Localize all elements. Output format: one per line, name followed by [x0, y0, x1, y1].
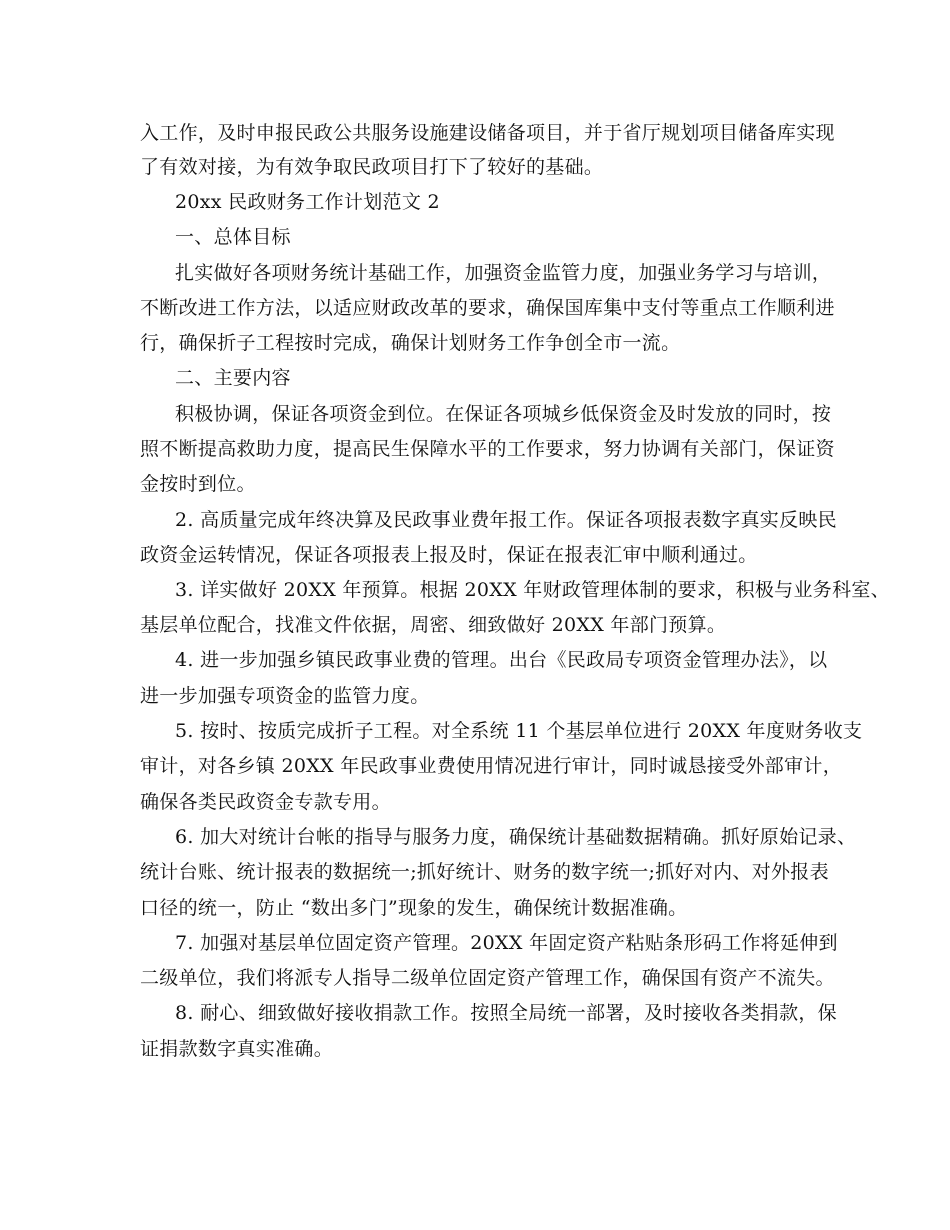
text-line: 不断改进工作方法，以适应财政改革的要求，确保国库集中支付等重点工作顺利进 [140, 297, 835, 319]
text-line: 积极协调，保证各项资金到位。在保证各项城乡低保资金及时发放的同时，按 [175, 403, 832, 425]
text-line: 金按时到位。 [140, 473, 256, 495]
text-line: 基层单位配合，找准文件依据，周密、细致做好 20XX 年部门预算。 [140, 614, 727, 636]
text-line: 行，确保折子工程按时完成，确保计划财务工作争创全市一流。 [140, 332, 681, 354]
text-line: 5. 按时、按质完成折子工程。对全系统 11 个基层单位进行 20XX 年度财务收支 [175, 720, 863, 742]
text-line: 6. 加大对统计台帐的指导与服务力度，确保统计基础数据精确。抓好原始记录、 [175, 826, 857, 848]
text-line: 3. 详实做好 20XX 年预算。根据 20XX 年财政管理体制的要求，积极与业务科室、 [175, 579, 890, 601]
heading: 二、主要内容 [175, 367, 291, 389]
heading: 一、总体目标 [175, 226, 291, 248]
text-line: 审计，对各乡镇 20XX 年民政事业费使用情况进行审计，同时诚恳接受外部审计， [140, 755, 843, 777]
text-line: 政资金运转情况，保证各项报表上报及时，保证在报表汇审中顺利通过。 [140, 544, 758, 566]
text-line: 扎实做好各项财务统计基础工作，加强资金监管力度，加强业务学习与培训， [175, 262, 832, 284]
text-line: 照不断提高救助力度，提高民生保障水平的工作要求，努力协调有关部门，保证资 [140, 438, 835, 460]
text-line: 了有效对接，为有效争取民政项目打下了较好的基础。 [140, 156, 604, 178]
text-line: 4. 进一步加强乡镇民政事业费的管理。出台《民政局专项资金管理办法》，以 [175, 649, 828, 671]
section-title: 20xx 民政财务工作计划范文 2 [175, 191, 440, 213]
text-line: 2. 高质量完成年终决算及民政事业费年报工作。保证各项报表数字真实反映民 [175, 509, 837, 531]
text-line: 8. 耐心、细致做好接收捐款工作。按照全局统一部署，及时接收各类捐款，保 [175, 1002, 837, 1024]
text-line: 进一步加强专项资金的监管力度。 [140, 685, 430, 707]
text-line: 确保各类民政资金专款专用。 [140, 791, 391, 813]
text-line: 二级单位，我们将派专人指导二级单位固定资产管理工作，确保国有资产不流失。 [140, 967, 835, 989]
text-line: 7. 加强对基层单位固定资产管理。20XX 年固定资产粘贴条形码工作将延伸到 [175, 932, 838, 954]
text-line: 口径的统一，防止 “数出多门”现象的发生，确保统计数据准确。 [140, 897, 688, 919]
text-line: 统计台账、统计报表的数据统一;抓好统计、财务的数字统一;抓好对内、对外报表 [140, 861, 829, 883]
text-line: 证捐款数字真实准确。 [140, 1038, 334, 1060]
text-line: 入工作，及时申报民政公共服务设施建设储备项目，并于省厅规划项目储备库实现 [140, 122, 835, 144]
